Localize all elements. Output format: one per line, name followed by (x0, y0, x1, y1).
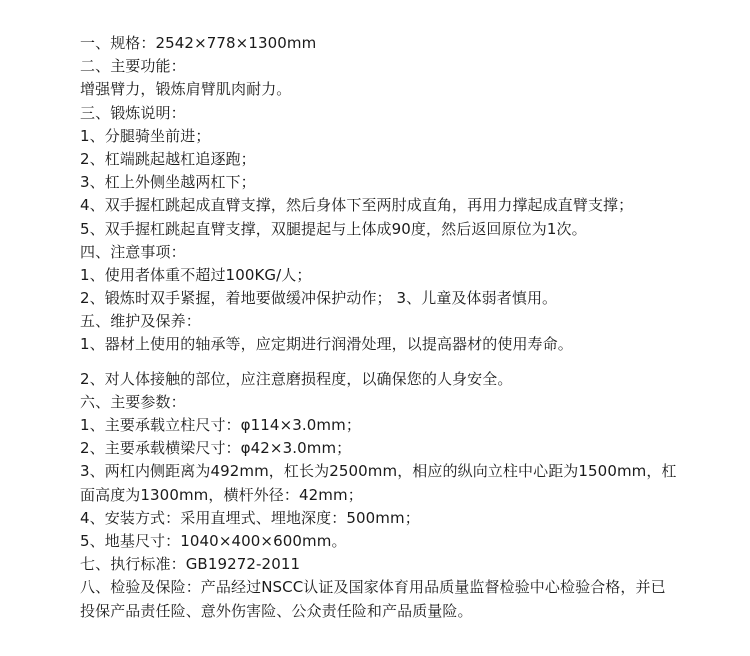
section-standard: 七、执行标准：GB19272-2011 (80, 555, 301, 574)
parameter-item-5: 5、地基尺寸：1040×400×600mm。 (80, 531, 347, 550)
section-maintenance: 五、维护及保养： (80, 312, 201, 331)
parameter-item-3-line-1: 3、两杠内侧距离为492mm，杠长为2500mm，相应的纵向立柱中心距为1500mm，杠 (80, 462, 677, 481)
section-inspection-line-1: 八、检验及保险：产品经过NSCC认证及国家体育用品质量监督检验中心检验合格，并已 (80, 578, 666, 597)
maintenance-item-1: 1、器材上使用的轴承等，应定期进行润滑处理，以提高器材的使用寿命。 (80, 335, 573, 354)
section-precautions: 四、注意事项： (80, 242, 186, 261)
precaution-item-2-3: 2、锻炼时双手紧握，着地要做缓冲保护动作； 3、儿童及体弱者慎用。 (80, 289, 558, 308)
exercise-item-3: 3、杠上外侧坐越两杠下； (80, 173, 256, 192)
section-main-function: 二、主要功能： (80, 57, 186, 76)
main-function-text: 增强臂力，锻炼肩臂肌肉耐力。 (80, 80, 292, 99)
parameter-item-4: 4、安装方式：采用直埋式、埋地深度：500mm； (80, 508, 420, 527)
exercise-item-1: 1、分腿骑坐前进； (80, 126, 211, 145)
section-exercise-instructions: 三、锻炼说明： (80, 103, 186, 122)
maintenance-item-2: 2、对人体接触的部位，应注意磨损程度，以确保您的人身安全。 (80, 369, 513, 388)
parameter-item-2: 2、主要承载横梁尺寸：φ42×3.0mm； (80, 439, 352, 458)
exercise-item-2: 2、杠端跳起越杠追逐跑； (80, 149, 256, 168)
precaution-item-1: 1、使用者体重不超过100KG/人； (80, 265, 312, 284)
exercise-item-5: 5、双手握杠跳起直臂支撑，双腿提起与上体成90度，然后返回原位为1次。 (80, 219, 587, 238)
spec-size-line: 一、规格：2542×778×1300mm (80, 34, 317, 52)
parameter-item-3-line-2: 面高度为1300mm，横杆外径：42mm； (80, 485, 363, 504)
spec-document (80, 32, 700, 623)
parameter-item-1: 1、主要承载立柱尺寸：φ114×3.0mm； (80, 416, 361, 434)
section-main-parameters: 六、主要参数： (80, 392, 186, 411)
exercise-item-4: 4、双手握杠跳起成直臂支撑，然后身体下至两肘成直角，再用力撑起成直臂支撑； (80, 196, 634, 215)
section-inspection-line-2: 投保产品责任险、意外伤害险、公众责任险和产品质量险。 (80, 601, 473, 620)
